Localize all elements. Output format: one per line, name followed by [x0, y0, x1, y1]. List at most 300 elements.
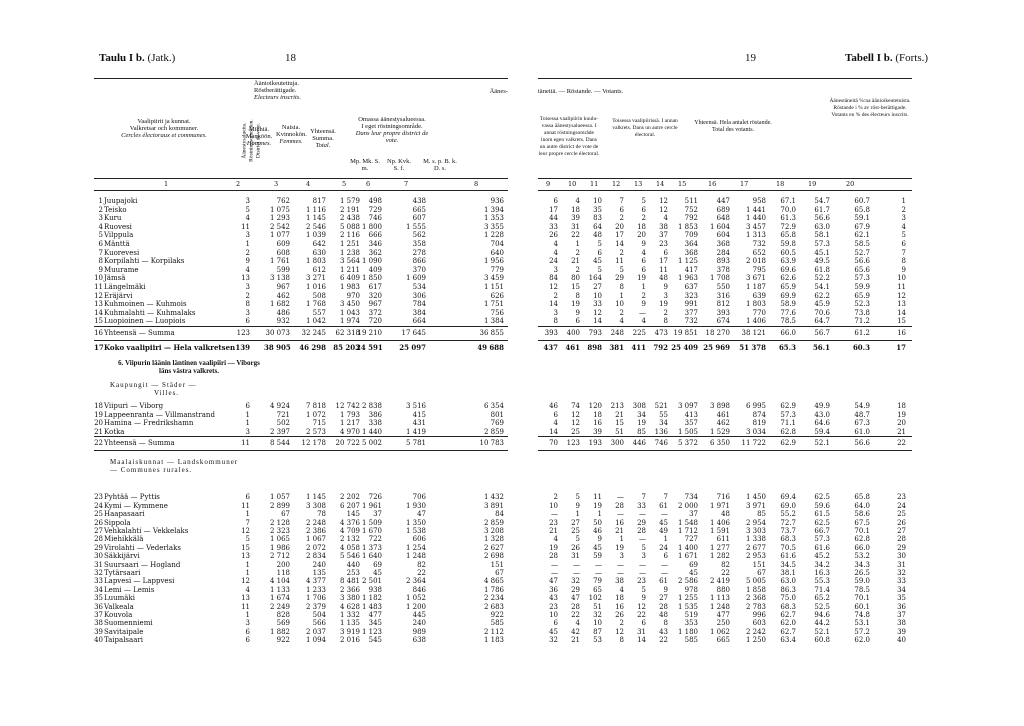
table-cell: 381: [609, 343, 624, 352]
table-cell: 1: [575, 510, 580, 519]
table-cell: 1: [663, 535, 668, 544]
table-cell: 2 366: [339, 585, 360, 594]
table-cell: 652: [752, 248, 766, 257]
table-cell: 4 104: [269, 577, 290, 586]
table-cell: 2 838: [361, 402, 382, 410]
left-page-table: [94, 78, 508, 718]
table-cell: 28: [637, 527, 646, 535]
table-cell: 94.6: [814, 611, 830, 619]
table-cell: Vilppula: [104, 231, 134, 240]
table-cell: 58.5: [854, 240, 870, 248]
table-cell: 78: [317, 510, 326, 519]
table-cell: 86.3: [780, 585, 796, 594]
table-cell: 1 043: [339, 308, 360, 317]
table-cell: 23: [94, 493, 103, 502]
table-cell: 18: [897, 402, 906, 410]
table-cell: 12: [637, 602, 646, 611]
table-cell: 715: [312, 419, 326, 428]
table-cell: 372: [368, 308, 382, 317]
table-cell: 69.6: [780, 265, 796, 274]
table-cell: 32: [549, 636, 558, 645]
table-cell: 640: [490, 248, 504, 257]
table-cell: 2 116: [339, 231, 360, 240]
table-cell: 989: [412, 627, 426, 636]
table-cell: 11: [593, 493, 602, 502]
table-cell: 462: [276, 291, 290, 300]
table-cell: 2 698: [483, 552, 504, 561]
table-cell: 6: [245, 636, 250, 645]
table-cell: 1 255: [677, 594, 698, 603]
table-cell: 38 121: [741, 329, 766, 337]
table-cell: 57.2: [854, 627, 870, 636]
other-circle-heading: Toisessa vaalipiirissä. I annan valkrets. Dans un autre cercle électoral.: [612, 118, 678, 138]
table-cell: 35: [897, 594, 906, 603]
table-cell: 2 419: [709, 577, 730, 586]
table-cell: 9: [641, 240, 646, 248]
table-cell: 123: [566, 439, 580, 448]
table-cell: 8: [575, 291, 580, 300]
table-cell: 364: [684, 240, 698, 248]
table-cell: 1: [901, 197, 906, 205]
table-cell: 33: [593, 300, 602, 309]
table-cell: 31: [571, 552, 580, 561]
table-cell: 12: [659, 205, 668, 214]
table-cell: 3 564: [339, 257, 360, 266]
table-cell: 2 202: [339, 493, 360, 502]
table-cell: 1: [245, 510, 250, 519]
table-cell: 25: [571, 427, 580, 436]
table-cell: 59.1: [854, 214, 870, 223]
table-cell: 4: [553, 248, 558, 257]
table-cell: 508: [312, 291, 326, 300]
table-cell: 1 052: [405, 594, 426, 603]
table-cell: 22: [417, 569, 426, 577]
table-cell: 69: [373, 560, 382, 569]
table-cell: 47: [571, 594, 580, 603]
table-cell: 511: [684, 197, 698, 205]
table-cell: 729: [368, 205, 382, 214]
table-cell: 23: [549, 518, 558, 527]
table-cell: 1: [575, 240, 580, 248]
table-cell: 56.6: [814, 214, 830, 223]
table-cell: 87: [593, 627, 602, 636]
table-cell: 5: [597, 240, 602, 248]
table-cell: 15: [571, 283, 580, 291]
table-cell: 12: [593, 308, 602, 317]
table-cell: 16: [897, 329, 906, 337]
mp-heading: Mp. Mk. S. m.: [350, 158, 380, 172]
table-cell: 3 450: [339, 300, 360, 309]
table-cell: 43.0: [814, 410, 830, 419]
table-cell: 1 640: [361, 552, 382, 561]
table-cell: 12 178: [301, 439, 326, 448]
table-cell: 139: [235, 343, 250, 352]
table-cell: 1 250: [745, 636, 766, 645]
table-cell: 3: [553, 265, 558, 274]
table-cell: 52.2: [814, 274, 830, 283]
table-cell: 642: [312, 240, 326, 248]
table-cell: 53: [593, 636, 602, 645]
table-cell: 880: [716, 585, 730, 594]
table-cell: 71.1: [780, 419, 796, 428]
table-cell: 2 368: [745, 594, 766, 603]
table-cell: 45: [549, 627, 558, 636]
table-cell: 67.9: [854, 222, 870, 231]
table-cell: 4: [663, 214, 668, 223]
table-cell: 16: [615, 602, 624, 611]
table-cell: 3 380: [339, 594, 360, 603]
table-cell: 10: [615, 300, 624, 309]
table-cell: 1: [245, 611, 250, 619]
table-cell: —: [551, 560, 558, 569]
other-area-heading: Toisessa vaalipiirin kuulu-vassa äänestysalueessa. I annat röstningsområde inom egen valkrets. Dans un autre district de vote de leur propre cercle électoral.: [538, 116, 600, 157]
table-cell: 4: [245, 585, 250, 594]
table-cell: 431: [412, 419, 426, 428]
table-cell: 58.9: [780, 300, 796, 309]
table-cell: 795: [752, 265, 766, 274]
table-cell: 3 097: [677, 402, 698, 410]
table-cell: 9: [575, 501, 580, 510]
table-cell: 136: [654, 427, 668, 436]
table-cell: 22: [897, 439, 906, 448]
table-cell: 417: [684, 265, 698, 274]
table-cell: 3: [245, 308, 250, 317]
table-cell: Koko vaalipiiri — Hela valkretsen: [104, 343, 236, 352]
table-cell: 819: [752, 419, 766, 428]
table-cell: 30 073: [265, 329, 290, 337]
table-cell: 2: [98, 205, 103, 214]
table-cell: 2: [641, 214, 646, 223]
table-cell: 1 441: [745, 205, 766, 214]
men-heading: Miehiä. Manköön. Hommes.: [245, 126, 273, 147]
column-number: 15: [678, 180, 687, 188]
table-cell: 26: [549, 231, 558, 240]
table-cell: 15: [897, 317, 906, 326]
table-cell: 11: [659, 265, 668, 274]
table-cell: 2 248: [305, 518, 326, 527]
table-cell: 5 088: [339, 222, 360, 231]
table-cell: 31: [94, 560, 103, 569]
table-cell: 4: [553, 419, 558, 428]
table-cell: 18 270: [705, 329, 730, 337]
table-cell: 67.1: [780, 197, 796, 205]
towns-heading-fr: Villes.: [154, 389, 180, 397]
table-cell: 2 249: [269, 602, 290, 611]
table-cell: 1 406: [745, 317, 766, 326]
table-cell: 534: [412, 283, 426, 291]
table-cell: 1 394: [483, 205, 504, 214]
table-cell: 486: [276, 308, 290, 317]
column-number: 19: [808, 180, 817, 188]
table-cell: 898: [587, 343, 602, 352]
table-cell: 1 182: [361, 594, 382, 603]
table-cell: 27: [897, 527, 906, 535]
table-cell: 120: [588, 402, 602, 410]
table-cell: 145: [346, 510, 360, 519]
table-cell: 30: [897, 552, 906, 561]
table-cell: Savitaipale: [104, 627, 144, 636]
table-cell: 1 338: [745, 535, 766, 544]
table-cell: 817: [312, 197, 326, 205]
table-cell: 413: [684, 410, 698, 419]
table-cell: 1 072: [305, 410, 326, 419]
table-cell: 39: [94, 627, 103, 636]
table-cell: 60.3: [852, 343, 870, 352]
table-cell: 2 112: [483, 627, 504, 636]
table-cell: 56.6: [854, 257, 870, 266]
table-cell: 2 018: [745, 257, 766, 266]
table-cell: 8 544: [269, 439, 290, 448]
table-cell: 33: [897, 577, 906, 586]
summary-row: [538, 438, 912, 448]
table-cell: 1 183: [483, 636, 504, 645]
table-cell: 85 203: [333, 343, 360, 352]
table-cell: 4 628: [339, 602, 360, 611]
table-cell: 6: [901, 240, 906, 248]
table-cell: 1: [619, 291, 624, 300]
table-cell: 9: [901, 265, 906, 274]
table-cell: 1 956: [483, 257, 504, 266]
table-cell: 15: [615, 419, 624, 428]
table-cell: 2 438: [339, 214, 360, 223]
table-cell: 67.3: [854, 419, 870, 428]
table-cell: 37: [94, 611, 103, 619]
table-cell: 84: [549, 274, 558, 283]
table-cell: 19: [637, 419, 646, 428]
table-cell: 377: [684, 308, 698, 317]
table-cell: —: [551, 510, 558, 519]
table-cell: Tytärsaari: [104, 569, 141, 577]
header-right-title: Tabell I b. (Forts.): [845, 52, 929, 64]
table-cell: 20: [897, 419, 906, 428]
table-cell: 438: [412, 197, 426, 205]
table-cell: 54.9: [854, 402, 870, 410]
table-cell: 1 930: [405, 501, 426, 510]
table-cell: 80: [571, 274, 580, 283]
table-cell: 3 459: [483, 274, 504, 283]
summary-row: [538, 328, 912, 338]
table-cell: 4: [575, 619, 580, 628]
table-cell: 8: [663, 619, 668, 628]
table-cell: 3 898: [709, 402, 730, 410]
table-cell: 1 042: [305, 317, 326, 326]
table-cell: 7: [641, 493, 646, 502]
table-cell: 4: [901, 222, 906, 231]
table-cell: 2 573: [305, 427, 326, 436]
table-cell: 3 208: [483, 527, 504, 535]
table-cell: 82: [721, 560, 730, 569]
table-cell: 3: [98, 214, 103, 223]
table-cell: 519: [684, 611, 698, 619]
table-cell: 732: [752, 240, 766, 248]
table-cell: 34: [94, 585, 103, 594]
table-cell: 18: [593, 410, 602, 419]
table-cell: 70.6: [814, 308, 830, 317]
table-cell: 55.3: [814, 577, 830, 586]
table-cell: 1 077: [269, 231, 290, 240]
voted-heading: Äänes-: [489, 88, 508, 95]
table-cell: 56.7: [814, 329, 830, 337]
table-cell: 5: [641, 197, 646, 205]
column-number: 11: [590, 180, 599, 188]
table-cell: 12: [897, 291, 906, 300]
table-cell: 32: [897, 569, 906, 577]
table-cell: 5: [245, 205, 250, 214]
table-cell: 36: [549, 585, 558, 594]
table-cell: 70.5: [780, 543, 796, 552]
table-cell: 61.0: [854, 427, 870, 436]
table-cell: 32: [593, 611, 602, 619]
table-cell: 1 440: [361, 427, 382, 436]
table-cell: 62 318: [335, 329, 360, 337]
table-cell: 5: [597, 265, 602, 274]
table-cell: 73.8: [854, 308, 870, 317]
table-cell: Yhteensä — Summa: [104, 329, 175, 337]
table-cell: 734: [684, 493, 698, 502]
table-cell: 9: [641, 300, 646, 309]
table-cell: 34: [897, 585, 906, 594]
table-cell: 1 373: [361, 543, 382, 552]
table-cell: 8: [663, 317, 668, 326]
table-cell: 53.2: [854, 552, 870, 561]
table-cell: 24 591: [356, 343, 383, 352]
table-cell: 1 800: [361, 222, 382, 231]
table-cell: 970: [346, 291, 360, 300]
votants-heading: täneitä. — Röstande. — Votants.: [538, 88, 624, 95]
table-cell: 12: [94, 291, 103, 300]
table-cell: 1 803: [305, 257, 326, 266]
table-cell: 557: [312, 308, 326, 317]
table-cell: Miehikkälä: [104, 535, 144, 544]
table-cell: 2: [619, 214, 624, 223]
table-cell: 1 682: [269, 300, 290, 309]
districts-count-heading: Äänestysalueita. Röstningsområden. District de vote.: [241, 119, 262, 162]
table-cell: 6: [663, 248, 668, 257]
table-cell: 27: [593, 283, 602, 291]
table-cell: 28: [615, 501, 624, 510]
column-number: 14: [656, 180, 665, 188]
table-cell: 8: [619, 636, 624, 645]
table-cell: 1 016: [305, 283, 326, 291]
table-cell: Korpilahti — Korpilaks: [104, 257, 185, 266]
table-cell: 69: [689, 560, 698, 569]
table-cell: 84: [495, 510, 504, 519]
table-cell: 45: [593, 257, 602, 266]
table-cell: 63.9: [780, 257, 796, 266]
table-cell: 648: [716, 214, 730, 223]
table-cell: 846: [412, 585, 426, 594]
table-cell: 21: [571, 257, 580, 266]
table-cell: 732: [684, 317, 698, 326]
table-cell: 48: [659, 274, 668, 283]
total-row: [94, 343, 508, 353]
table-cell: 19: [549, 543, 558, 552]
table-cell: 61: [659, 577, 668, 586]
table-cell: 2: [575, 265, 580, 274]
table-cell: 68.3: [780, 535, 796, 544]
table-cell: 10: [549, 501, 558, 510]
table-cell: 1 293: [269, 214, 290, 223]
table-cell: 18: [571, 205, 580, 214]
table-cell: 1 211: [339, 265, 360, 274]
table-cell: 769: [490, 419, 504, 428]
table-cell: 23: [549, 602, 558, 611]
table-cell: 14: [897, 308, 906, 317]
table-cell: 967: [276, 283, 290, 291]
table-cell: 6: [553, 410, 558, 419]
table-cell: 61: [659, 501, 668, 510]
table-cell: 63.0: [814, 222, 830, 231]
table-cell: 38: [897, 619, 906, 628]
table-cell: 5: [641, 543, 646, 552]
table-cell: 1: [641, 283, 646, 291]
table-cell: 5 781: [405, 439, 426, 448]
table-cell: 7 818: [305, 402, 326, 410]
table-cell: 626: [490, 291, 504, 300]
table-cell: 498: [368, 197, 382, 205]
table-cell: 123: [236, 329, 250, 337]
table-cell: 45.9: [814, 300, 830, 309]
table-cell: 639: [752, 291, 766, 300]
table-cell: 812: [716, 300, 730, 309]
table-cell: 2: [619, 619, 624, 628]
table-cell: 73.7: [780, 527, 796, 535]
table-cell: 784: [412, 300, 426, 309]
table-cell: 4 377: [305, 577, 326, 586]
table-cell: 12: [549, 283, 558, 291]
table-cell: 34.2: [814, 560, 830, 569]
table-cell: 151: [490, 560, 504, 569]
table-cell: 24: [659, 543, 668, 552]
table-cell: 2 586: [677, 577, 698, 586]
table-cell: 34.5: [780, 560, 796, 569]
table-cell: 26: [571, 543, 580, 552]
table-cell: 617: [368, 283, 382, 291]
table-cell: 10: [897, 274, 906, 283]
table-cell: 61.6: [780, 552, 796, 561]
table-cell: 1 971: [709, 501, 730, 510]
table-cell: 225: [632, 329, 646, 337]
table-cell: 25: [897, 510, 906, 519]
table-cell: 31: [897, 560, 906, 569]
table-cell: 14: [549, 427, 558, 436]
table-cell: 2 364: [405, 577, 426, 586]
table-cell: 611: [716, 535, 730, 544]
table-cell: 31: [637, 627, 646, 636]
table-cell: 1 538: [405, 527, 426, 535]
table-cell: 1: [245, 419, 250, 428]
table-cell: 5 372: [677, 439, 698, 448]
column-number: 5: [342, 180, 347, 188]
table-cell: 3: [245, 231, 250, 240]
table-cell: 874: [752, 410, 766, 419]
table-cell: 59.9: [854, 283, 870, 291]
table-cell: 353: [684, 619, 698, 628]
table-cell: 6: [619, 205, 624, 214]
table-cell: 6: [663, 552, 668, 561]
table-cell: 21: [94, 427, 103, 436]
table-cell: 14: [615, 240, 624, 248]
table-cell: 726: [368, 493, 382, 502]
table-cell: 2 072: [305, 543, 326, 552]
table-cell: 10 783: [479, 439, 504, 448]
table-cell: 1 116: [305, 205, 326, 214]
towns-heading: Kaupungit — Städer —: [110, 381, 197, 389]
table-cell: 62.0: [854, 636, 870, 645]
table-cell: 23: [659, 240, 668, 248]
table-cell: 665: [412, 205, 426, 214]
table-cell: 36 855: [479, 329, 504, 337]
